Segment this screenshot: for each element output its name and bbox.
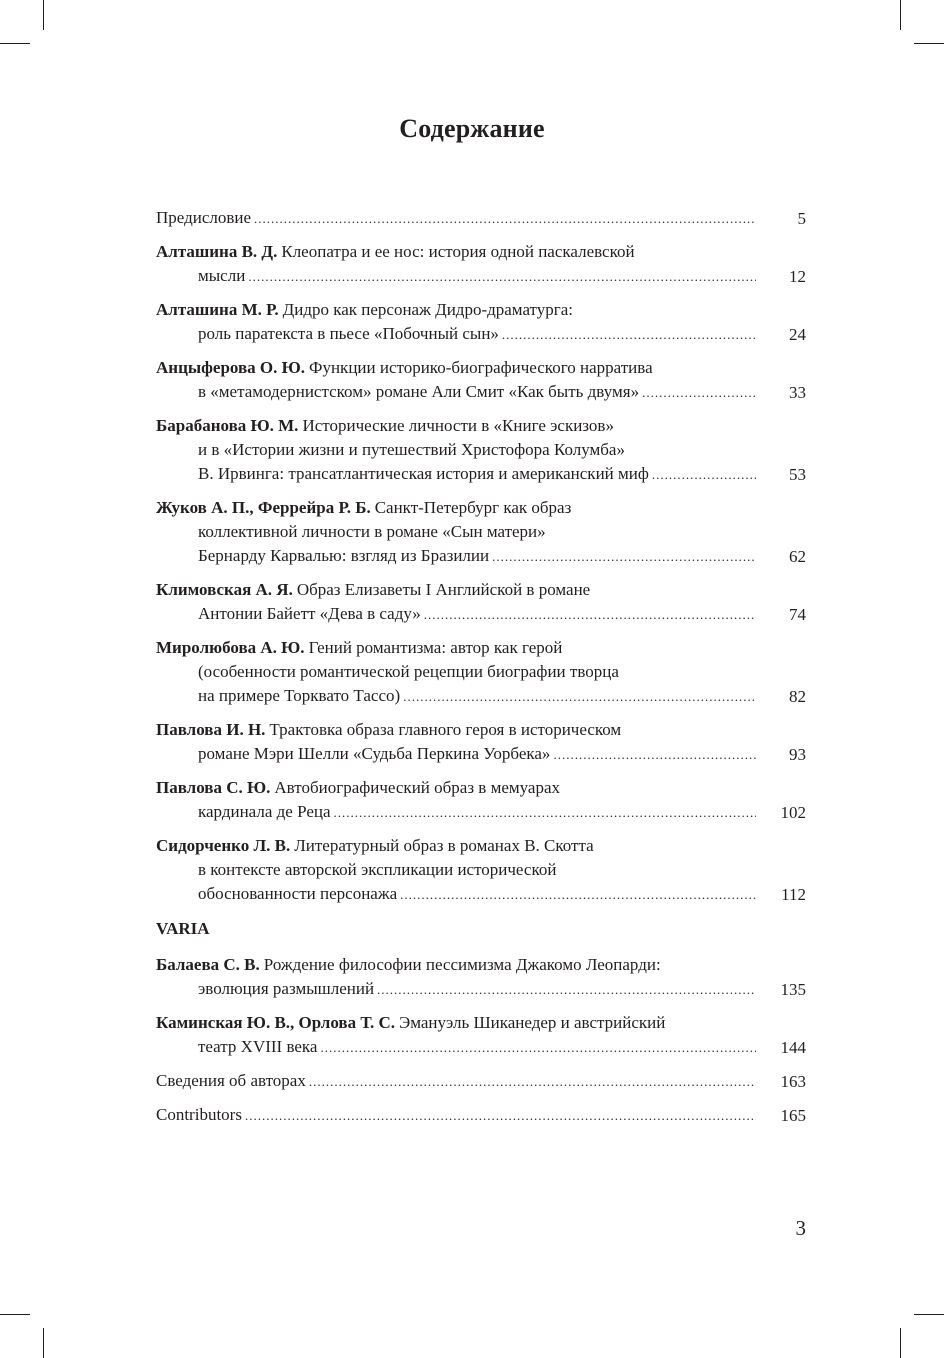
toc-entry-title-line: Трактовка образа главного героя в историческом bbox=[269, 720, 622, 739]
page-number: 3 bbox=[795, 1216, 806, 1240]
toc-entry-title-line: Гений романтизма: автор как герой bbox=[308, 638, 563, 657]
toc-entry-line bbox=[156, 206, 756, 231]
toc-entry[interactable] bbox=[156, 1103, 806, 1128]
dot-leader bbox=[553, 742, 756, 767]
crop-mark bbox=[43, 0, 44, 30]
toc-entry-line bbox=[156, 1035, 756, 1060]
toc-entry[interactable] bbox=[156, 496, 806, 569]
toc-entry-author: Анцыферова О. Ю. bbox=[156, 358, 306, 377]
toc-entry-title-line: Автобиографический образ в мемуарах bbox=[274, 778, 561, 797]
toc-entry-line bbox=[156, 356, 756, 380]
toc-entry-line bbox=[156, 414, 756, 438]
crop-mark bbox=[900, 1328, 901, 1358]
toc-entry-title-line: Образ Елизаветы I Английской в романе bbox=[296, 580, 591, 599]
toc-entry-title-line: коллективной личности в романе «Сын матери» bbox=[198, 522, 546, 541]
toc-entry-text bbox=[156, 834, 756, 907]
toc-varia-list bbox=[156, 953, 806, 1128]
toc-entry-line bbox=[156, 636, 756, 660]
toc-entry-text bbox=[156, 776, 756, 825]
toc-main-list bbox=[156, 206, 806, 907]
toc-entry-text bbox=[156, 718, 756, 767]
toc-entry-title-line: мысли bbox=[198, 266, 246, 285]
toc-entry[interactable] bbox=[156, 578, 806, 627]
toc-entry[interactable] bbox=[156, 414, 806, 487]
toc-entry-title-line: Санкт-Петербург как образ bbox=[374, 498, 572, 517]
toc-entry-line bbox=[156, 718, 756, 742]
toc-entry-line bbox=[156, 800, 756, 825]
toc-entry-page: 24 bbox=[789, 325, 806, 344]
dot-leader bbox=[652, 462, 756, 487]
toc-entry-text bbox=[156, 298, 756, 347]
dot-leader bbox=[377, 977, 756, 1002]
toc-entry-page: 112 bbox=[781, 885, 806, 904]
dot-leader bbox=[309, 1069, 756, 1094]
section-heading-varia: VARIA bbox=[156, 919, 210, 938]
toc-entry-line bbox=[156, 578, 756, 602]
toc-entry[interactable] bbox=[156, 718, 806, 767]
toc-entry-line bbox=[156, 496, 756, 520]
dot-leader bbox=[642, 380, 756, 405]
toc-entry-title-line: Эмануэль Шиканедер и австрийский bbox=[399, 1013, 666, 1032]
toc-entry-author: Балаева С. В. bbox=[156, 955, 260, 974]
toc-entry-title-line: Предисловие bbox=[156, 208, 252, 227]
crop-mark bbox=[0, 43, 30, 44]
toc-entry-title-line: и в «Истории жизни и путешествий Христофора Колумба» bbox=[198, 440, 625, 459]
toc-entry-line bbox=[156, 602, 756, 627]
dot-leader bbox=[334, 800, 756, 825]
dot-leader bbox=[424, 602, 756, 627]
toc-entry-title-line: (особенности романтической рецепции биографии творца bbox=[198, 662, 619, 681]
crop-mark bbox=[914, 1314, 944, 1315]
toc-entry-line bbox=[156, 1011, 756, 1035]
crop-mark bbox=[43, 1328, 44, 1358]
toc-entry-title-line: Исторические личности в «Книге эскизов» bbox=[302, 416, 614, 435]
dot-leader bbox=[492, 544, 756, 569]
toc-entry-line bbox=[156, 1069, 756, 1094]
toc-entry-title-line: на примере Торквато Тассо) bbox=[198, 686, 401, 705]
table-of-contents bbox=[156, 206, 806, 1137]
toc-entry-text bbox=[156, 1103, 756, 1128]
toc-entry-text bbox=[156, 1069, 756, 1094]
toc-entry[interactable] bbox=[156, 636, 806, 709]
toc-entry-title-line: Клеопатра и ее нос: история одной паскалевской bbox=[281, 242, 635, 261]
toc-entry-author: Барабанова Ю. М. bbox=[156, 416, 299, 435]
toc-entry-title-line: Антонии Байетт «Дева в саду» bbox=[198, 604, 421, 623]
toc-entry-author: Алташина М. Р. bbox=[156, 300, 279, 319]
dot-leader bbox=[400, 882, 756, 907]
toc-entry-title-line: Функции историко-биографического нарратива bbox=[309, 358, 653, 377]
toc-entry-line bbox=[156, 240, 756, 264]
crop-mark bbox=[900, 0, 901, 30]
page-title: Содержание bbox=[399, 114, 545, 143]
toc-entry-line bbox=[156, 776, 756, 800]
toc-entry-text bbox=[156, 578, 756, 627]
toc-entry-title-line: в «метамодернистском» романе Али Смит «Как быть двумя» bbox=[198, 382, 640, 401]
toc-entry-line bbox=[156, 977, 756, 1002]
toc-entry-line bbox=[156, 882, 756, 907]
toc-entry-line bbox=[156, 380, 756, 405]
toc-entry-page: 93 bbox=[789, 745, 806, 764]
toc-entry-page: 82 bbox=[789, 687, 806, 706]
toc-entry[interactable] bbox=[156, 1011, 806, 1060]
dot-leader bbox=[245, 1103, 756, 1128]
toc-entry-line bbox=[156, 953, 756, 977]
toc-entry-line bbox=[156, 264, 756, 289]
toc-entry[interactable] bbox=[156, 776, 806, 825]
toc-entry-title-line: Литературный образ в романах В. Скотта bbox=[294, 836, 594, 855]
toc-entry-page: 165 bbox=[780, 1106, 806, 1125]
dot-leader bbox=[254, 206, 756, 231]
toc-entry-page: 53 bbox=[789, 465, 806, 484]
toc-entry-text bbox=[156, 636, 756, 709]
toc-entry-text bbox=[156, 496, 756, 569]
toc-entry[interactable] bbox=[156, 240, 806, 289]
toc-entry-line bbox=[156, 684, 756, 709]
toc-entry-title-line: роль паратекста в пьесе «Побочный сын» bbox=[198, 324, 499, 343]
toc-entry[interactable] bbox=[156, 298, 806, 347]
toc-entry-title-line: Рождение философии пессимизма Джакомо Леопарди: bbox=[263, 955, 661, 974]
toc-entry-author: Сидорченко Л. В. bbox=[156, 836, 291, 855]
toc-entry-page: 74 bbox=[789, 605, 806, 624]
toc-entry-text bbox=[156, 414, 756, 487]
toc-entry-line bbox=[156, 742, 756, 767]
toc-entry-title-line: в контексте авторской экспликации исторической bbox=[198, 860, 557, 879]
toc-entry-page: 62 bbox=[789, 547, 806, 566]
toc-entry-title-line: Contributors bbox=[156, 1105, 242, 1124]
toc-entry-page: 5 bbox=[797, 209, 806, 228]
toc-entry-line bbox=[156, 858, 756, 882]
toc-entry-page: 135 bbox=[780, 980, 806, 999]
toc-entry-line bbox=[156, 520, 756, 544]
toc-entry-page: 163 bbox=[780, 1072, 806, 1091]
toc-entry-title-line: романе Мэри Шелли «Судьба Перкина Уорбека» bbox=[198, 744, 551, 763]
toc-entry-page: 102 bbox=[780, 803, 806, 822]
toc-entry-text bbox=[156, 356, 756, 405]
toc-entry-author: Павлова И. Н. bbox=[156, 720, 266, 739]
toc-entry-line bbox=[156, 1103, 756, 1128]
toc-entry-title-line: эволюция размышлений bbox=[198, 979, 375, 998]
toc-entry-title-line: В. Ирвинга: трансатлантическая история и американский миф bbox=[198, 464, 649, 483]
toc-entry-author: Жуков А. П., Феррейра Р. Б. bbox=[156, 498, 371, 517]
toc-entry[interactable] bbox=[156, 834, 806, 907]
toc-entry-page: 12 bbox=[789, 267, 806, 286]
toc-entry-text bbox=[156, 953, 756, 1002]
toc-entry-author: Климовская А. Я. bbox=[156, 580, 293, 599]
toc-entry-title-line: обоснованности персонажа bbox=[198, 884, 398, 903]
dot-leader bbox=[403, 684, 756, 709]
toc-entry-line bbox=[156, 544, 756, 569]
toc-entry-line bbox=[156, 322, 756, 347]
toc-entry-title-line: Сведения об авторах bbox=[156, 1071, 306, 1090]
toc-entry-line bbox=[156, 462, 756, 487]
dot-leader bbox=[502, 322, 756, 347]
toc-entry-line bbox=[156, 438, 756, 462]
toc-entry[interactable] bbox=[156, 206, 806, 231]
toc-entry-line bbox=[156, 660, 756, 684]
toc-entry-author: Каминская Ю. В., Орлова Т. С. bbox=[156, 1013, 395, 1032]
toc-entry[interactable] bbox=[156, 953, 806, 1002]
toc-entry-title-line: кардинала де Реца bbox=[198, 802, 331, 821]
dot-leader bbox=[320, 1035, 756, 1060]
dot-leader bbox=[248, 264, 756, 289]
toc-entry-line bbox=[156, 298, 756, 322]
toc-entry-title-line: Дидро как персонаж Дидро-драматурга: bbox=[282, 300, 573, 319]
toc-entry-title-line: Бернарду Карвалью: взгляд из Бразилии bbox=[198, 546, 490, 565]
crop-mark bbox=[914, 43, 944, 44]
crop-mark bbox=[0, 1314, 30, 1315]
toc-entry-title-line: театр XVIII века bbox=[198, 1037, 318, 1056]
toc-entry-author: Алташина В. Д. bbox=[156, 242, 278, 261]
toc-entry-text bbox=[156, 240, 756, 289]
toc-entry-text bbox=[156, 206, 756, 231]
toc-entry[interactable] bbox=[156, 1069, 806, 1094]
toc-entry-page: 144 bbox=[780, 1038, 806, 1057]
toc-entry-author: Павлова С. Ю. bbox=[156, 778, 271, 797]
toc-entry-page: 33 bbox=[789, 383, 806, 402]
toc-entry-line bbox=[156, 834, 756, 858]
toc-entry-text bbox=[156, 1011, 756, 1060]
toc-entry-author: Миролюбова А. Ю. bbox=[156, 638, 305, 657]
toc-entry[interactable] bbox=[156, 356, 806, 405]
